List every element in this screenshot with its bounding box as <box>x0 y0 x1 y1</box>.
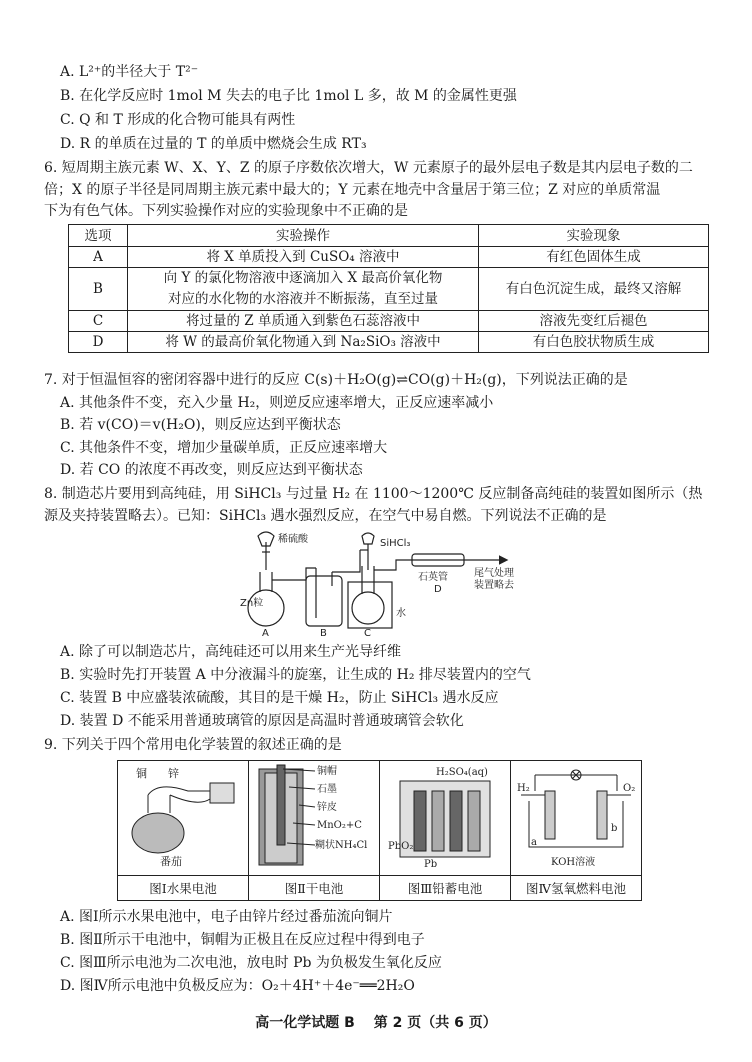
q9-option-d: D. 图Ⅳ所示电池中负极反应为：O₂＋4H⁺＋4e⁻══2H₂O <box>60 978 415 994</box>
q8-option-a: A. 除了可以制造芯片，高纯硅还可以用来生产光导纤维 <box>60 644 402 660</box>
table-cell: A <box>69 247 128 268</box>
table-cell: 有白色胶状物质生成 <box>479 332 709 353</box>
table-row <box>69 332 709 353</box>
q9-figure-panels <box>117 760 642 901</box>
label-c: C <box>364 628 371 639</box>
table-cell: 有白色沉淀生成，最终又溶解 <box>479 268 709 311</box>
label-zn: Zn粒 <box>240 598 264 609</box>
caption-fig2: 图Ⅱ干电池 <box>249 876 380 901</box>
table-header-operation: 实验操作 <box>128 225 479 247</box>
label-copper: 铜 <box>136 767 147 780</box>
label-o2: O₂ <box>623 783 636 794</box>
label-b: b <box>611 823 618 834</box>
label-a: a <box>531 837 537 848</box>
table-cell: 向 Y 的氯化物溶液中逐滴加入 X 最高价氧化物 对应的水化物的水溶液并不断振荡，直至过量 <box>128 268 479 311</box>
label-a: A <box>262 628 269 639</box>
label-tube-d: D <box>434 584 442 595</box>
q9-option-a: A. 图Ⅰ所示水果电池中，电子由锌片经过番茄流向铜片 <box>60 909 393 925</box>
label-zinc-skin: 锌皮 <box>317 802 337 813</box>
label-zinc: 锌 <box>168 767 179 780</box>
q5-option-b: B. 在化学反应时 1mol M 失去的电子比 1mol L 多，故 M 的金属性更强 <box>60 88 517 104</box>
q6-stem-line2: 倍；X 的原子半径是同周期主族元素中最大的；Y 元素在地壳中含量居于第三位；Z 对应的单质常温 <box>44 182 661 198</box>
label-graphite: 石墨 <box>317 784 337 795</box>
table-cell: B <box>69 268 128 311</box>
panel-dry-cell <box>249 761 380 876</box>
label-tube: 石英管 <box>418 572 448 583</box>
q7-option-a: A. 其他条件不变，充入少量 H₂，则逆反应速率增大，正反应速率减小 <box>60 395 494 411</box>
q8-stem-line2: 源及夹持装置略去）。已知：SiHCl₃ 遇水强烈反应，在空气中易自燃。下列说法不正确的是 <box>44 508 607 524</box>
label-pb: Pb <box>424 859 438 870</box>
q7-stem: 7. 对于恒温恒容的密闭容器中进行的反应 C(s)＋H₂O(g)⇌CO(g)＋H₂(g)，下列说法正确的是 <box>44 372 628 388</box>
label-cap: 铜帽 <box>317 766 337 777</box>
label-mno2: MnO₂+C <box>317 820 362 831</box>
q6-experiment-table <box>68 224 709 353</box>
panel-fuel-cell <box>511 761 642 876</box>
q7-option-d: D. 若 CO 的浓度不再改变，则反应达到平衡状态 <box>60 462 363 478</box>
label-pbo2: PbO₂ <box>388 841 414 852</box>
table-cell: 将过量的 Z 单质通入到紫色石蕊溶液中 <box>128 311 479 332</box>
label-tail2: 装置略去 <box>474 580 514 591</box>
table-cell: 将 X 单质投入到 CuSO₄ 溶液中 <box>128 247 479 268</box>
caption-fig4: 图Ⅳ氢氧燃料电池 <box>511 876 642 901</box>
label-h2: H₂ <box>517 783 530 794</box>
q9-option-c: C. 图Ⅲ所示电池为二次电池，放电时 Pb 为负极发生氧化反应 <box>60 955 442 971</box>
caption-fig1: 图Ⅰ水果电池 <box>118 876 249 901</box>
q8-option-b: B. 实验时先打开装置 A 中分液漏斗的旋塞，让生成的 H₂ 排尽装置内的空气 <box>60 667 531 683</box>
q8-stem-line1: 8. 制造芯片要用到高纯硅，用 SiHCl₃ 与过量 H₂ 在 1100～1200℃ 反应制备高纯硅的装置如图所示（热 <box>44 486 703 502</box>
panel-lead-battery <box>380 761 511 876</box>
label-tail1: 尾气处理 <box>474 568 514 579</box>
table-cell: 溶液先变红后褪色 <box>479 311 709 332</box>
table-row <box>69 311 709 332</box>
q7-option-c: C. 其他条件不变，增加少量碳单质，正反应速率增大 <box>60 440 388 456</box>
q5-option-d: D. R 的单质在过量的 T 的单质中燃烧会生成 RT₃ <box>60 136 367 152</box>
q9-option-b: B. 图Ⅱ所示干电池中，铜帽为正极且在反应过程中得到电子 <box>60 932 425 948</box>
q5-option-c: C. Q 和 T 形成的化合物可能具有两性 <box>60 112 296 128</box>
table-row <box>69 268 709 311</box>
q7-option-b: B. 若 v(CO)＝v(H₂O)，则反应达到平衡状态 <box>60 417 341 433</box>
table-cell: 将 W 的最高价氧化物通入到 Na₂SiO₃ 溶液中 <box>128 332 479 353</box>
table-header-phenomenon: 实验现象 <box>479 225 709 247</box>
label-reagent: SiHCl₃ <box>380 538 411 549</box>
q9-stem: 9. 下列关于四个常用电化学装置的叙述正确的是 <box>44 737 342 753</box>
label-acid: H₂SO₄(aq) <box>436 767 488 778</box>
table-row <box>69 247 709 268</box>
label-funnel: 稀硫酸 <box>278 534 308 545</box>
table-cell: D <box>69 332 128 353</box>
label-koh: KOH溶液 <box>551 857 596 868</box>
caption-fig3: 图Ⅲ铅蓄电池 <box>380 876 511 901</box>
table-cell: C <box>69 311 128 332</box>
label-b: B <box>320 628 327 639</box>
panel-fruit-battery <box>118 761 249 876</box>
label-tomato: 番茄 <box>160 855 182 868</box>
label-nh4cl: 糊状NH₄Cl <box>315 840 368 851</box>
table-cell: 有红色固体生成 <box>479 247 709 268</box>
label-water: 水 <box>396 608 406 619</box>
table-header-option: 选项 <box>69 225 128 247</box>
page-footer: 高一化学试题 B 第 2 页（共 6 页） <box>255 1015 497 1031</box>
q6-stem-line1: 6. 短周期主族元素 W、X、Y、Z 的原子序数依次增大，W 元素原子的最外层电子数是其内层电子数的二 <box>44 160 693 176</box>
q8-apparatus-figure <box>236 530 526 640</box>
q8-option-c: C. 装置 B 中应盛装浓硫酸，其目的是干燥 H₂，防止 SiHCl₃ 遇水反应 <box>60 690 499 706</box>
q6-stem-line3: 下为有色气体。下列实验操作对应的实验现象中不正确的是 <box>44 203 408 219</box>
q8-option-d: D. 装置 D 不能采用普通玻璃管的原因是高温时普通玻璃管会软化 <box>60 713 464 729</box>
q5-option-a: A. L²⁺的半径大于 T²⁻ <box>60 64 199 80</box>
